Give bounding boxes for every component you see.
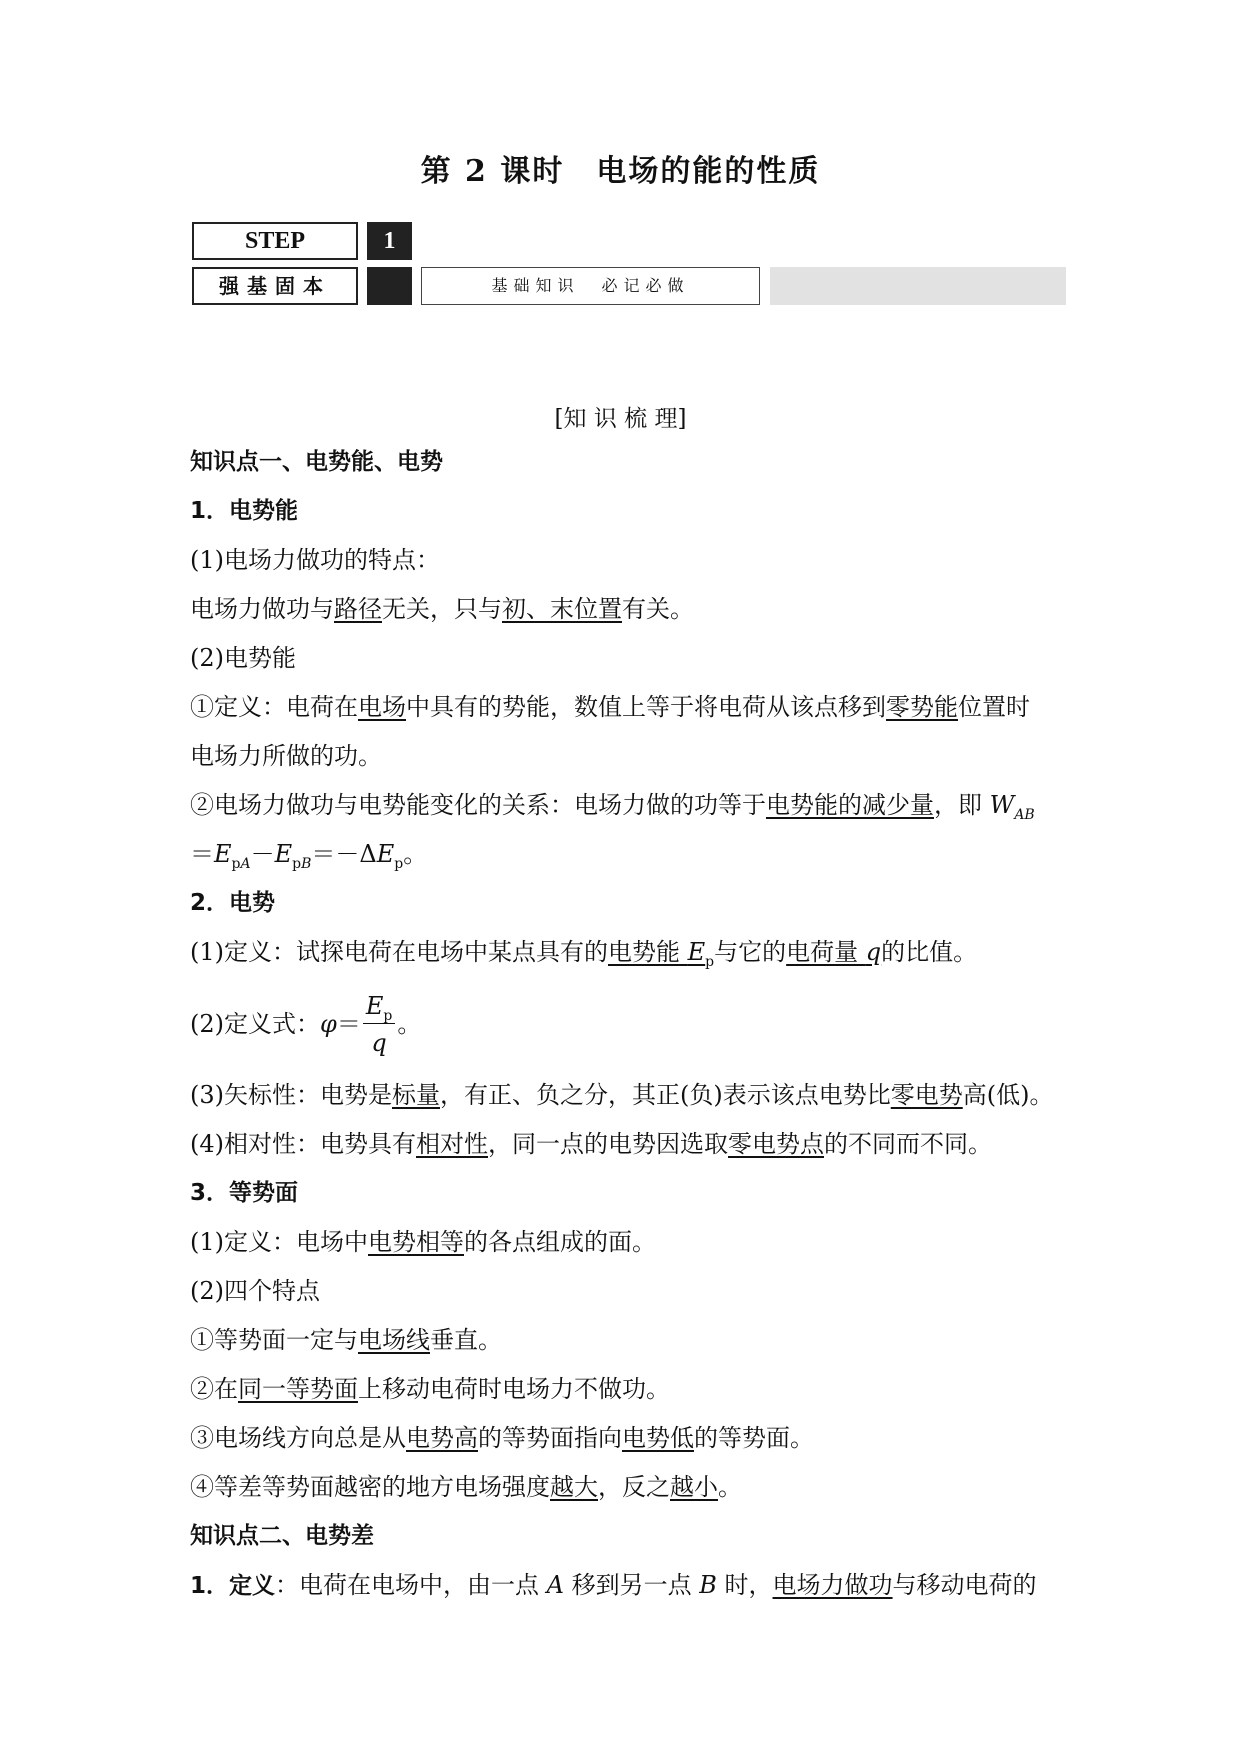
fraction <box>363 991 396 1058</box>
text: ②在 <box>190 1375 238 1403</box>
subscript-text: p <box>292 855 302 872</box>
text: ＝ <box>190 840 214 868</box>
text: 移到另一点 <box>564 1571 700 1599</box>
answer-blank: 同一等势面 <box>238 1375 358 1403</box>
subscript <box>292 856 311 872</box>
answer-blank: 电势低 <box>622 1424 694 1452</box>
paragraph <box>190 1463 1070 1512</box>
subsection-title: 1．电势能 <box>190 498 299 524</box>
paragraph: (2)四个特点 <box>190 1277 320 1305</box>
text: ＝ <box>336 1009 361 1038</box>
step-label: STEP <box>192 222 358 260</box>
text: 电场力做功与 <box>190 595 334 623</box>
subscript-text: B <box>301 855 312 872</box>
answer-blank: 越大 <box>550 1473 598 1501</box>
answer-blank: 电场线 <box>358 1326 430 1354</box>
text: ③电场线方向总是从 <box>190 1424 406 1452</box>
symbol: B <box>699 1571 717 1599</box>
numerator <box>363 991 396 1024</box>
text: (3)矢标性：电势是 <box>190 1081 392 1109</box>
answer-blank: 标量 <box>392 1081 440 1109</box>
text: 上移动电荷时电场力不做功。 <box>358 1375 670 1403</box>
subscript: p <box>394 855 404 872</box>
symbol: E <box>365 991 384 1020</box>
paragraph <box>190 1365 1070 1414</box>
answer-blank: 电势高 <box>406 1424 478 1452</box>
answer-blank: 电势相等 <box>368 1228 464 1256</box>
paragraph <box>190 928 1070 977</box>
text: 的不同而不同。 <box>824 1130 992 1158</box>
denominator: q <box>371 1028 387 1057</box>
paragraph <box>190 1561 1070 1611</box>
text: 与它的 <box>714 938 787 966</box>
step-number: 1 <box>367 222 412 260</box>
paragraph <box>190 1218 1070 1267</box>
paragraph <box>190 1414 1070 1463</box>
subscript-text: p <box>231 855 241 872</box>
answer-blank <box>786 938 881 966</box>
symbol: E <box>376 840 395 868</box>
subsection-title: 2．电势 <box>190 890 276 916</box>
text: 有关。 <box>622 595 694 623</box>
answer-blank: 零电势 <box>890 1081 963 1109</box>
text: 电荷量 <box>786 938 866 966</box>
section-subtitle: 基础知识 必记必做 <box>421 267 760 305</box>
paragraph <box>190 1120 1070 1169</box>
text: 位置时 <box>958 693 1030 721</box>
answer-blank <box>608 938 715 970</box>
banner-gray-bar <box>770 267 1066 305</box>
subscript: p <box>383 1007 393 1024</box>
paragraph <box>190 1316 1070 1365</box>
answer-blank: 相对性 <box>416 1130 488 1158</box>
symbol: A <box>546 1571 564 1599</box>
answer-blank: 零势能 <box>886 693 958 721</box>
answer-blank: 初、末位置 <box>502 595 622 623</box>
text: 时， <box>716 1571 773 1599</box>
text: 的比值。 <box>881 938 978 966</box>
text: ，反之 <box>598 1473 670 1501</box>
text: ，即 <box>934 791 990 819</box>
paragraph <box>190 585 1070 634</box>
symbol: E <box>214 840 232 868</box>
subscript: AB <box>1014 806 1035 823</box>
subscript <box>232 856 251 872</box>
subscript: p <box>705 953 715 970</box>
text: ＝－Δ <box>311 840 377 868</box>
text: 1． <box>190 1573 230 1599</box>
symbol: q <box>865 938 882 966</box>
symbol: E <box>687 938 706 966</box>
answer-blank: 零电势点 <box>728 1130 824 1158</box>
paragraph <box>190 683 1070 732</box>
text: ，同一点的电势因选取 <box>488 1130 728 1158</box>
symbol: φ <box>320 1009 337 1038</box>
text: 的各点组成的面。 <box>464 1228 656 1256</box>
text: ②电场力做功与电势能变化的关系：电场力做的功等于 <box>190 791 766 819</box>
banner-black-block <box>367 267 412 305</box>
page-title: 第 2 课时 电场的能的性质 <box>420 154 821 189</box>
symbol: W <box>989 791 1015 819</box>
text: 。 <box>397 1009 422 1038</box>
text: 高(低)。 <box>962 1081 1054 1109</box>
section-label: 强基固本 <box>192 267 358 305</box>
text: ①等势面一定与 <box>190 1326 358 1354</box>
subscript-text: A <box>240 855 251 872</box>
text: － <box>250 840 275 868</box>
text: (1)定义：电场中 <box>190 1228 368 1256</box>
answer-blank: 电势能的减少量 <box>766 791 934 819</box>
paragraph <box>190 781 1070 830</box>
section-heading: [知 识 梳 理] <box>554 406 687 432</box>
text: 的等势面指向 <box>478 1424 622 1452</box>
symbol: E <box>274 840 293 868</box>
text: 垂直。 <box>430 1326 502 1354</box>
text: ：电荷在电场中，由一点 <box>275 1571 547 1599</box>
subsection-title: 3．等势面 <box>190 1180 299 1206</box>
text: 电势能 <box>608 938 688 966</box>
answer-blank: 电场力做功 <box>772 1571 893 1599</box>
paragraph <box>190 1071 1070 1120</box>
text: 定义 <box>229 1573 276 1599</box>
text: 与移动电荷的 <box>892 1571 1037 1599</box>
text: (4)相对性：电势具有 <box>190 1130 416 1158</box>
answer-blank: 路径 <box>334 595 382 623</box>
answer-blank: 越小 <box>670 1473 718 1501</box>
text: 。 <box>403 840 428 868</box>
text: ，有正、负之分，其正(负)表示该点电势比 <box>440 1081 891 1109</box>
text: (1)定义：试探电荷在电场中某点具有的 <box>190 938 608 966</box>
text: (2)定义式： <box>190 1009 320 1038</box>
formula-line <box>190 977 1070 1071</box>
kp2-heading: 知识点二、电势差 <box>190 1523 374 1549</box>
answer-blank: 电场 <box>358 693 406 721</box>
text: 中具有的势能，数值上等于将电荷从该点移到 <box>406 693 886 721</box>
text: ④等差等势面越密的地方电场强度 <box>190 1473 550 1501</box>
text: 。 <box>718 1473 742 1501</box>
document-body <box>190 438 1070 1611</box>
paragraph: 电场力所做的功。 <box>190 742 382 770</box>
paragraph: (1)电场力做功的特点： <box>190 546 440 574</box>
formula-line <box>190 830 1070 879</box>
paragraph: (2)电势能 <box>190 644 296 672</box>
kp1-heading: 知识点一、电势能、电势 <box>190 449 443 475</box>
text: 的等势面。 <box>694 1424 814 1452</box>
text: ①定义：电荷在 <box>190 693 358 721</box>
text: 无关，只与 <box>382 595 502 623</box>
